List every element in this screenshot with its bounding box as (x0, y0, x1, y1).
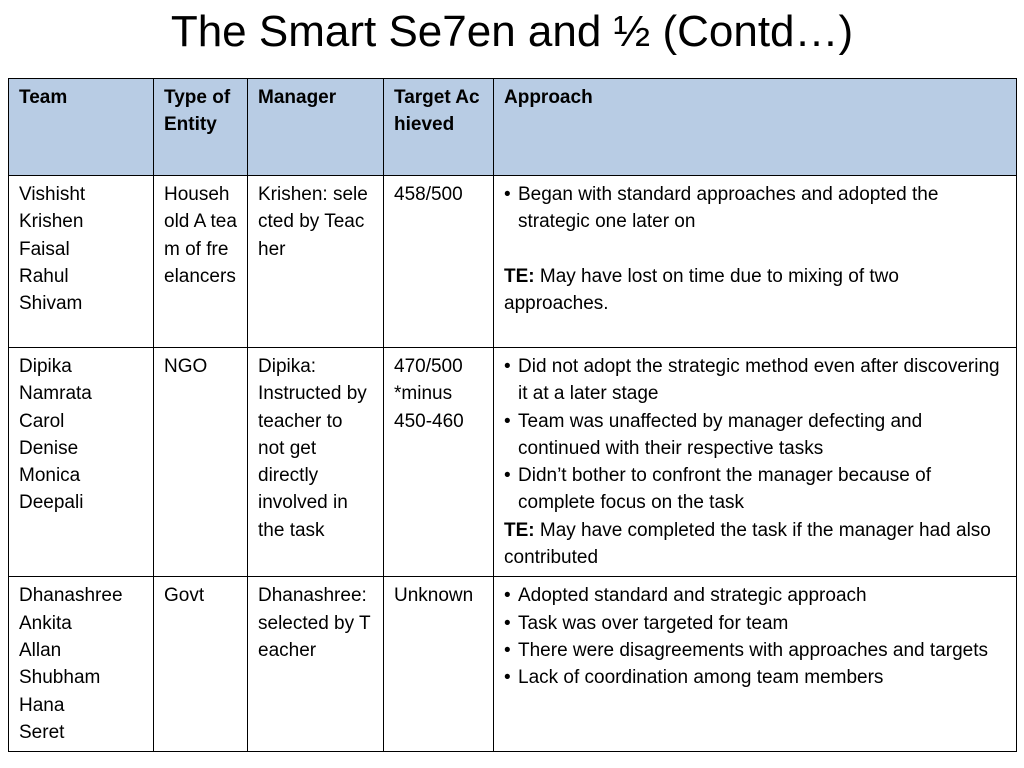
table-row (9, 348, 1017, 577)
entity-type-cell: Household A team of freelancers (154, 176, 248, 348)
team-member: Monica (19, 465, 81, 487)
team-member: Dipika (19, 356, 72, 377)
approach-bullet: • Task was over targeted for team (504, 610, 1006, 637)
te-note (504, 517, 1006, 572)
team-members-cell (9, 577, 154, 752)
approach-bullet: • Began with standard approaches and adopted the strategic one later on (504, 181, 1006, 236)
table-row (9, 577, 1017, 752)
target-cell (384, 348, 494, 577)
target-cell (384, 176, 494, 348)
team-member: Ankita (19, 612, 72, 634)
team-member: Shivam (19, 293, 83, 315)
approach-bullet: • Did not adopt the strategic method even after discovering it at a later stage (504, 353, 1006, 408)
approach-list (504, 181, 1006, 236)
manager-cell: Dipika: Instructed by teacher to not get directly involved in the task (248, 348, 384, 577)
target-value: 450-460 (394, 410, 464, 432)
team-member: Allan (19, 639, 62, 661)
te-label: TE: (504, 265, 535, 287)
team-member: Krishen (19, 211, 84, 233)
header-team: Team (9, 79, 154, 176)
target-value: Unknown (394, 585, 474, 607)
approach-bullet: • Didn’t bother to confront the manager because of complete focus on the task (504, 462, 1006, 517)
header-target-achieved: Target Achieved (384, 79, 494, 176)
approach-list (504, 582, 1006, 691)
team-member: Hana (19, 694, 65, 716)
approach-bullet: • Lack of coordination among team members (504, 664, 1006, 691)
target-value: 458/500 (394, 184, 463, 205)
team-member: Vishisht (19, 184, 86, 205)
header-row (9, 79, 1017, 176)
target-value: *minus (394, 383, 453, 405)
target-value: 470/500 (394, 356, 463, 377)
table-row (9, 176, 1017, 348)
team-members-cell (9, 348, 154, 577)
header-entity-type: Type of Entity (154, 79, 248, 176)
team-member: Denise (19, 437, 79, 459)
teams-table (8, 78, 1017, 752)
team-member: Faisal (19, 238, 70, 260)
approach-list (504, 353, 1006, 517)
team-members-cell (9, 176, 154, 348)
header-approach: Approach (494, 79, 1017, 176)
te-text: May have completed the task if the manager had also contributed (504, 519, 991, 569)
team-member: Dhanashree (19, 585, 123, 607)
approach-bullet: • Team was unaffected by manager defecting and continued with their respective tasks (504, 408, 1006, 463)
team-member: Rahul (19, 265, 69, 287)
team-member: Seret (19, 721, 65, 743)
manager-cell: Krishen: selected by Teacher (248, 176, 384, 348)
slide-title: The Smart Se7en and ½ (Contd…) (170, 7, 854, 56)
approach-bullet: • Adopted standard and strategic approach (504, 582, 1006, 609)
manager-cell: Dhanashree: selected by Teacher (248, 577, 384, 752)
team-member: Carol (19, 410, 65, 432)
te-text: May have lost on time due to mixing of two approaches. (504, 265, 899, 314)
approach-bullet: • There were disagreements with approaches and targets (504, 637, 1006, 664)
approach-cell (494, 348, 1017, 577)
team-member: Deepali (19, 492, 84, 514)
te-label: TE: (504, 519, 535, 541)
target-cell (384, 577, 494, 752)
entity-type-cell: NGO (154, 348, 248, 577)
team-member: Namrata (19, 383, 92, 405)
entity-type-cell: Govt (154, 577, 248, 752)
approach-cell (494, 577, 1017, 752)
approach-cell (494, 176, 1017, 348)
team-member: Shubham (19, 667, 101, 689)
te-note (504, 263, 1006, 318)
header-manager: Manager (248, 79, 384, 176)
